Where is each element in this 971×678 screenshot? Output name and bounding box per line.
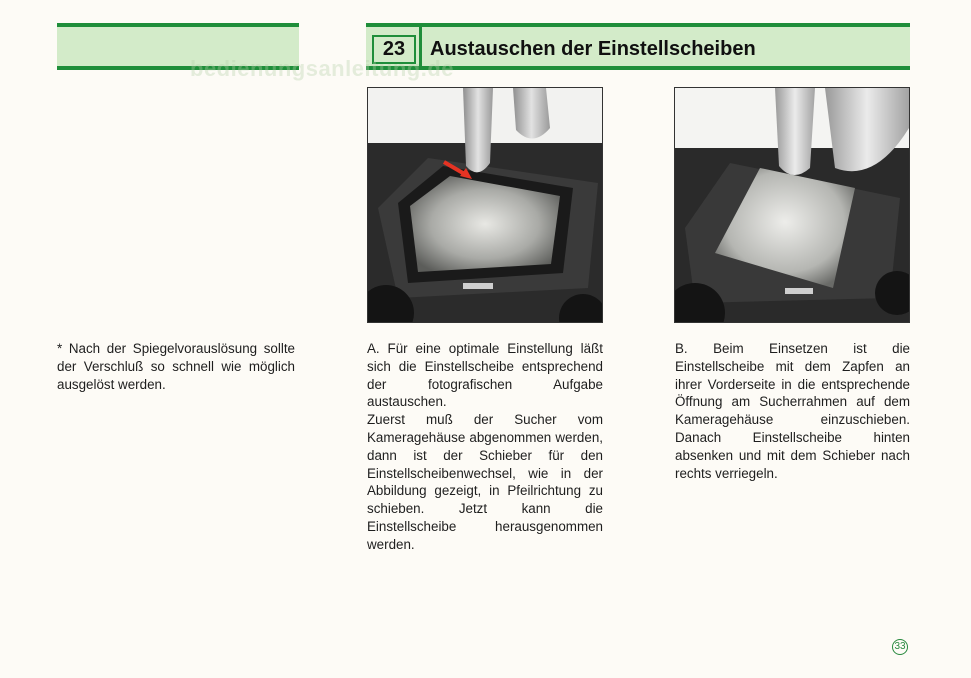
- camera-focusing-screen-insert-photo-icon: [675, 88, 909, 322]
- figure-a-photo: [367, 87, 603, 323]
- section-b-text: [675, 340, 910, 482]
- page-title: Austauschen der Einstellscheiben: [430, 38, 756, 60]
- footnote-paragraph: * Nach der Spiegelvorauslösung sollte der Verschluß so schnell wie möglich ausgelöst werden.: [57, 341, 295, 392]
- watermark: bedienungsanleitung.de: [190, 56, 455, 81]
- chapter-number: 23: [372, 35, 416, 64]
- section-a-paragraph-2: Zuerst muß der Sucher vom Kameragehäuse abgenommen werden, dann ist der Schieber für den Einstellscheibenwechsel, wie in der Abbildung gezeigt, in Pfeilrichtung zu schieben. Jetzt kann die Einstellscheibe herausgenommen werden.: [367, 412, 603, 552]
- figure-b-photo: [674, 87, 910, 323]
- section-a-text: [367, 340, 603, 554]
- camera-focusing-screen-slider-photo-icon: [368, 88, 602, 322]
- page-number: 33: [892, 639, 908, 655]
- section-b-paragraph-1: B. Beim Einsetzen ist die Einstellscheibe mit dem Zapfen an ihrer Vorderseite in die entsprechende Öffnung am Sucherrahmen auf dem Kameragehäuse einzuschieben. Danach Einstellscheibe hinten absenken und mit dem Schieber nach rechts verriegeln.: [675, 341, 910, 481]
- section-a-paragraph-1: A. Für eine optimale Einstellung läßt sich die Einstellscheibe entsprechend der fotografischen Aufgabe austauschen.: [367, 341, 603, 410]
- footnote-text: [57, 340, 295, 393]
